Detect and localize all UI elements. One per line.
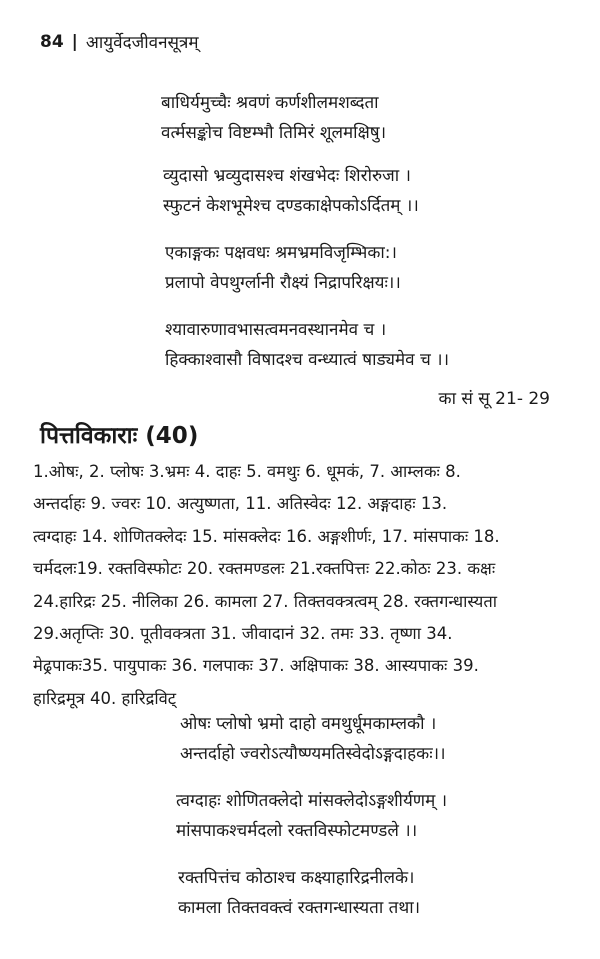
verse-line: वर्त्मसङ्कोच विष्टम्भौ तिमिरं शूलमक्षिषु। xyxy=(161,123,387,143)
verse-5 xyxy=(180,709,446,769)
verse-4 xyxy=(165,315,449,375)
verse-line: कामला तिक्तवक्त्वं रक्तगन्धास्यता तथा। xyxy=(178,898,421,918)
list-line: त्वग्दाहः 14. शोणितक्लेदः 15. मांसक्लेदः 16. अङ्गशीर्णः, 17. मांसपाकः 18. xyxy=(33,526,500,546)
verse-line: अन्तर्दाहो ज्वरोऽत्यौष्ण्यमतिस्वेदोऽङ्गदाहकः।। xyxy=(180,744,446,764)
header-separator: | xyxy=(71,31,78,52)
verse-2 xyxy=(163,161,419,221)
list-line: चर्मदलः19. रक्तविस्फोटः 20. रक्तमण्डलः 21.रक्तपित्तः 22.कोठः 23. कक्षः xyxy=(33,559,496,579)
list-line: 1.ओषः, 2. प्लोषः 3.भ्रमः 4. दाहः 5. वमथुः 6. धूमकं, 7. आम्लकः 8. xyxy=(33,462,461,481)
book-title: आयुर्वेदजीवनसूत्रम् xyxy=(85,33,199,53)
list-line: मेढ्रपाकः35. पायुपाकः 36. गलपाकः 37. अक्षिपाकः 38. आस्यपाकः 39. xyxy=(33,656,479,676)
verse-line: बाधिर्यमुच्चैः श्रवणं कर्णशीलमशब्दता xyxy=(161,93,379,113)
verse-line: मांसपाकश्चर्मदलो रक्तविस्फोटमण्डले ।। xyxy=(176,821,418,841)
verse-7 xyxy=(178,863,420,923)
section-heading: पित्तविकाराः (40) xyxy=(40,423,199,449)
verse-line: प्रलापो वेपथुर्ग्लानी रौक्ष्यं निद्रापरिक्षयः।। xyxy=(165,273,401,293)
verse-line: त्वग्दाहः शोणितक्लेदो मांसक्लेदोऽङ्गशीर्यणम् । xyxy=(176,791,448,811)
verse-1 xyxy=(161,88,386,148)
list-line: अन्तर्दाहः 9. ज्वरः 10. अत्युष्णता, 11. अतिस्वेदः 12. अङ्गदाहः 13. xyxy=(33,494,448,514)
verse-line: रक्तपित्तंच कोठाश्च कक्ष्याहारिद्रनीलके। xyxy=(178,868,415,888)
verse-line: व्युदासो भ्रव्युदासश्च शंखभेदः शिरोरुजा । xyxy=(163,166,412,186)
verse-line: स्फुटनं केशभूमेश्च दण्डकाक्षेपकोऽर्दितम् ।। xyxy=(163,196,419,216)
page-number: 84 xyxy=(40,31,64,52)
verse-line: ओषः प्लोषो भ्रमो दाहो वमथुर्धूमकाम्लकौ । xyxy=(180,714,437,734)
disorder-list xyxy=(33,456,568,715)
list-line: 24.हारिद्रः 25. नीलिका 26. कामला 27. तिक्तवक्त्रत्वम् 28. रक्तगन्धास्यता xyxy=(33,591,498,611)
verse-line: श्यावारुणावभासत्वमनवस्थानमेव च । xyxy=(165,320,387,340)
verse-6 xyxy=(176,786,447,846)
list-line: हारिद्रमूत्र 40. हारिद्रविट् xyxy=(33,688,177,708)
source-reference: का सं सू 21- 29 xyxy=(438,389,550,409)
verse-line: हिक्काश्वासौ विषादश्च वन्ध्यात्वं षाड्यमेव च ।। xyxy=(165,350,450,370)
verse-3 xyxy=(165,238,401,298)
verse-line: एकाङ्गकः पक्षवधः श्रमभ्रमविजृम्भिका:। xyxy=(165,243,397,263)
list-line: 29.अतृप्तिः 30. पूतीवक्त्रता 31. जीवादानं 32. तमः 33. तृष्णा 34. xyxy=(33,624,453,644)
running-header xyxy=(40,30,199,53)
